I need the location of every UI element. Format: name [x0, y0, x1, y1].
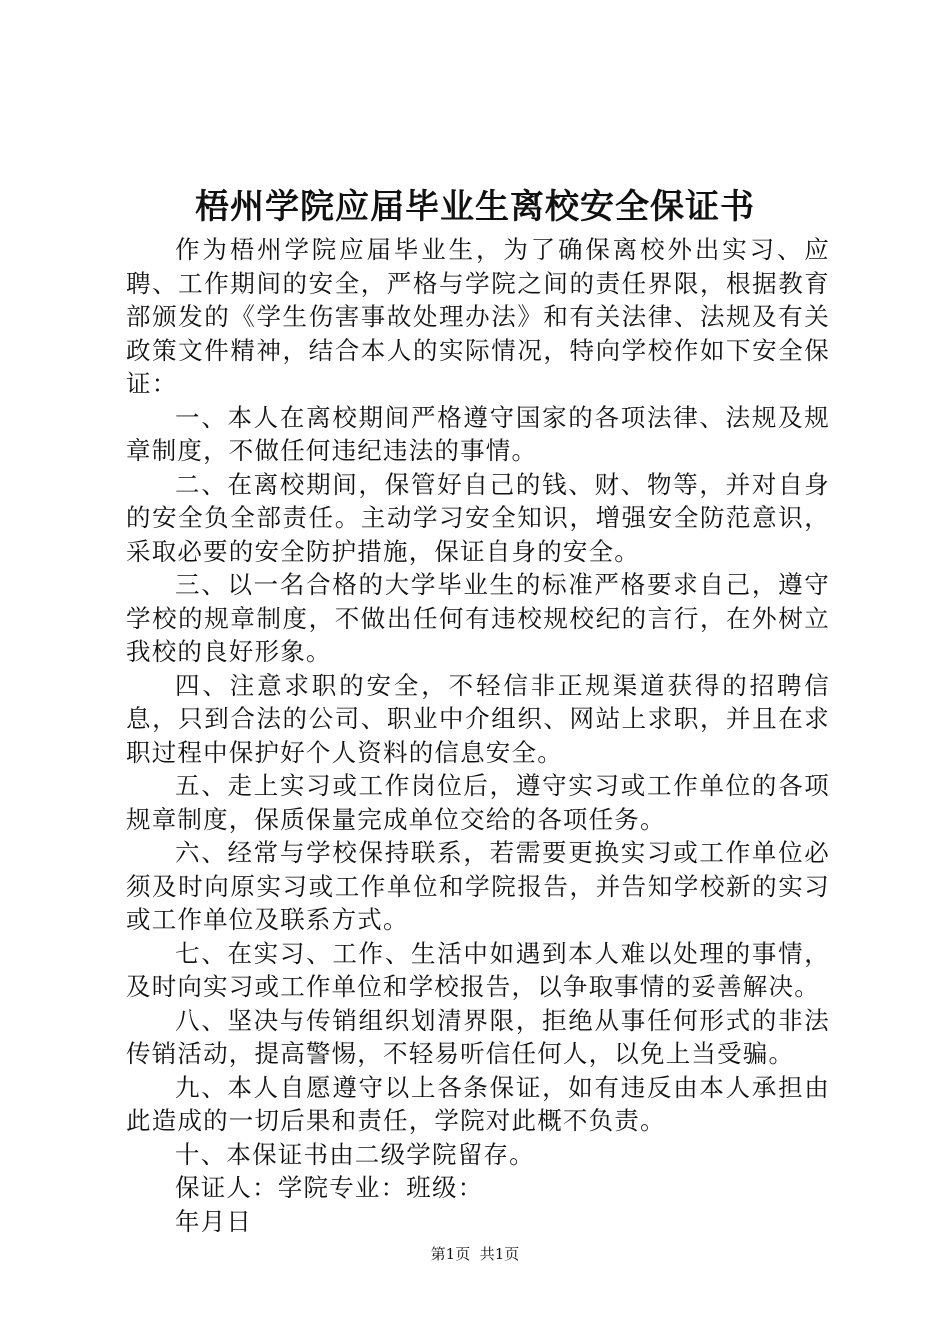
clause-1: 一、本人在离校期间严格遵守国家的各项法律、法规及规章制度，不做任何违纪违法的事情。: [126, 402, 830, 465]
clause-5: 五、走上实习或工作岗位后，遵守实习或工作单位的各项规章制度，保质保量完成单位交给的各项任务。: [126, 771, 830, 834]
clause-4: 四、注意求职的安全，不轻信非正规渠道获得的招聘信息，只到合法的公司、职业中介组织、网站上求职，并且在求职过程中保护好个人资料的信息安全。: [126, 670, 830, 767]
clause-8: 八、坚决与传销组织划清界限，拒绝从事任何形式的非法传销活动，提高警惕，不轻易听信任何人，以免上当受骗。: [126, 1005, 830, 1068]
clause-6: 六、经常与学校保持联系，若需要更换实习或工作单位必须及时向原实习或工作单位和学院报告，并告知学校新的实习或工作单位及联系方式。: [126, 838, 830, 934]
document-body: [126, 233, 830, 1238]
document-title: 梧州学院应届毕业生离校安全保证书: [195, 187, 755, 227]
signature-line: 保证人：学院专业：班级：: [175, 1173, 484, 1202]
clause-3: 三、以一名合格的大学毕业生的标准严格要求自己，遵守学校的规章制度，不做出任何有违校规校纪的言行，在外树立我校的良好形象。: [126, 570, 830, 666]
page-footer: [0, 1244, 950, 1264]
page-number-total: 共1页: [479, 1245, 520, 1263]
clause-10: 十、本保证书由二级学院留存。: [175, 1139, 535, 1169]
clause-9: 九、本人自愿遵守以上各条保证，如有违反由本人承担由此造成的一切后果和责任，学院对此概不负责。: [126, 1072, 830, 1135]
footer-spacer: [470, 1245, 480, 1263]
page-number-current: 第1页: [430, 1245, 471, 1263]
intro-paragraph: 作为梧州学院应届毕业生，为了确保离校外出实习、应聘、工作期间的安全，严格与学院之间的责任界限，根据教育部颁发的《学生伤害事故处理办法》和有关法律、法规及有关政策文件精神，结合本人的实际情况，特向学校作如下安全保证：: [126, 235, 830, 398]
clause-7: 七、在实习、工作、生活中如遇到本人难以处理的事情，及时向实习或工作单位和学校报告，以争取事情的妥善解决。: [126, 938, 830, 1001]
date-line: 年月日: [175, 1206, 253, 1236]
clause-2: 二、在离校期间，保管好自己的钱、财、物等，并对自身的安全负全部责任。主动学习安全知识，增强安全防范意识，采取必要的安全防护措施，保证自身的安全。: [126, 469, 830, 566]
